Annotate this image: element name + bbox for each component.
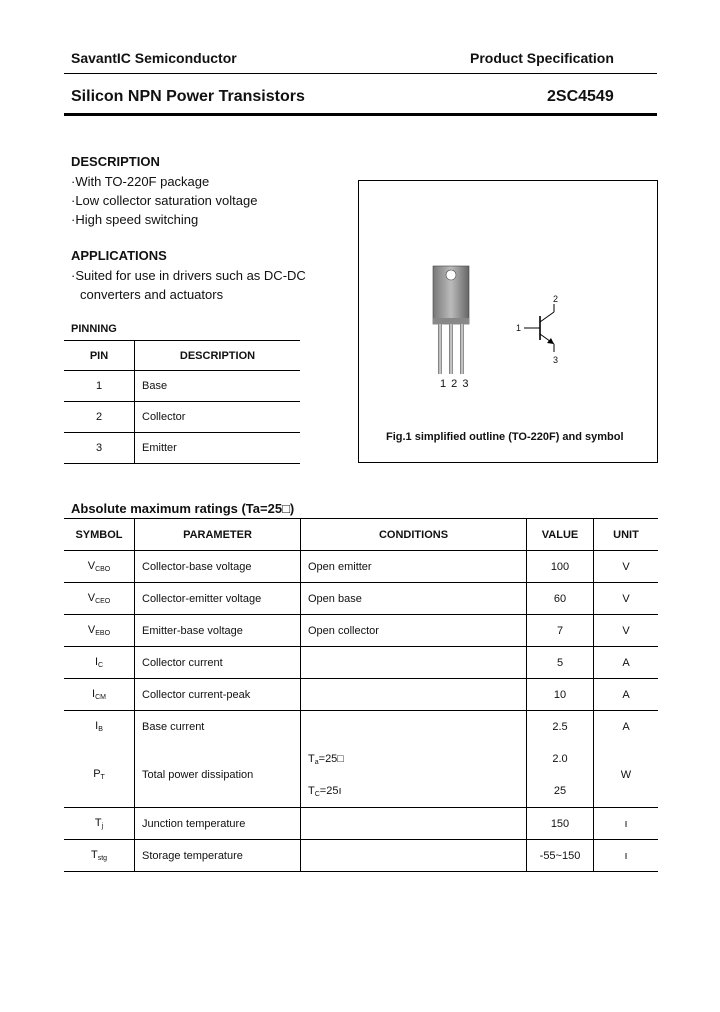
condition-symbol: T <box>308 752 315 765</box>
value-cell: 10 <box>527 679 594 711</box>
parameter-header: PARAMETER <box>135 519 301 551</box>
description-title: DESCRIPTION <box>71 154 160 169</box>
unit-cell: V <box>622 624 630 637</box>
table-row <box>64 647 658 679</box>
conditions-cell: Open emitter <box>301 551 527 583</box>
value-cell: -55~150 <box>527 840 594 872</box>
conditions-cell <box>301 808 527 840</box>
header-rule-top <box>64 73 657 74</box>
table-row <box>64 679 658 711</box>
condition-symbol: T <box>308 784 315 797</box>
parameter-cell: Collector-emitter voltage <box>135 583 301 615</box>
unit-cell: A <box>622 656 630 669</box>
applications-item: ·Suited for use in drivers such as DC-DC <box>71 268 306 283</box>
conditions-cell <box>301 840 527 872</box>
symbol-cell <box>64 840 135 872</box>
figure-caption: Fig.1 simplified outline (TO-220F) and symbol <box>386 431 624 443</box>
symbol: T <box>90 849 98 861</box>
table-row <box>64 711 658 743</box>
condition-ta <box>308 743 526 775</box>
symbol-subscript: CEO <box>95 598 111 605</box>
symbol: P <box>93 768 101 780</box>
symbol-cell <box>64 583 135 615</box>
value-header: VALUE <box>527 519 594 551</box>
symbol: T <box>94 817 102 829</box>
symbol-base-label: 1 <box>516 323 522 333</box>
value-cell: 150 <box>527 808 594 840</box>
parameter-cell: Storage temperature <box>135 840 301 872</box>
parameter-cell: Total power dissipation <box>135 742 301 808</box>
pin-number: 2 <box>64 402 135 433</box>
unit-cell: ı <box>624 817 628 830</box>
description-item: ·Low collector saturation voltage <box>71 193 258 208</box>
company-name: SavantIC Semiconductor <box>71 50 237 66</box>
parameter-cell: Collector current-peak <box>135 679 301 711</box>
value-cell <box>527 742 594 808</box>
figure-box <box>358 180 658 463</box>
pin-number: 3 <box>64 433 135 464</box>
ratings-title: Absolute maximum ratings (Ta=25□) <box>71 501 295 516</box>
symbol-cell <box>64 551 135 583</box>
part-number: 2SC4549 <box>547 88 614 105</box>
symbol-cell <box>64 742 135 808</box>
package-pin-labels: 1 2 3 <box>440 378 470 390</box>
symbol: V <box>87 624 96 636</box>
conditions-header: CONDITIONS <box>301 519 527 551</box>
symbol-collector-label: 2 <box>553 294 559 304</box>
symbol-header: SYMBOL <box>64 519 135 551</box>
conditions-cell: Open collector <box>301 615 527 647</box>
parameter-cell: Collector-base voltage <box>135 551 301 583</box>
table-row <box>64 371 300 402</box>
symbol-cell <box>64 615 135 647</box>
table-row <box>64 551 658 583</box>
symbol: I <box>95 720 99 732</box>
ratings-table <box>64 518 658 872</box>
value-cell: 100 <box>527 551 594 583</box>
symbol: I <box>94 656 98 668</box>
symbol-subscript: j <box>101 823 104 830</box>
pinning-table <box>64 340 300 464</box>
parameter-cell: Base current <box>135 711 301 743</box>
conditions-cell: Open base <box>301 583 527 615</box>
table-row <box>64 742 658 808</box>
unit-cell: A <box>622 688 630 701</box>
symbol-subscript: C <box>98 662 104 669</box>
doc-type: Product Specification <box>470 50 614 66</box>
conditions-cell <box>301 679 527 711</box>
unit-cell: ı <box>624 849 628 862</box>
table-row <box>64 433 300 464</box>
table-row <box>64 808 658 840</box>
description-header: DESCRIPTION <box>179 349 256 362</box>
description-item: ·High speed switching <box>71 212 199 227</box>
symbol-cell <box>64 711 135 743</box>
symbol-emitter-label: 3 <box>553 355 559 365</box>
parameter-cell: Collector current <box>135 647 301 679</box>
unit-cell: V <box>622 560 630 573</box>
pin-number: 1 <box>64 371 135 402</box>
unit-header: UNIT <box>613 528 639 541</box>
condition-value: =25□ <box>318 752 344 765</box>
table-row <box>64 615 658 647</box>
symbol: V <box>87 592 96 604</box>
table-row <box>64 840 658 872</box>
condition-subscript: a <box>314 758 319 766</box>
symbol-subscript: B <box>98 726 103 733</box>
table-row <box>64 583 658 615</box>
applications-item: converters and actuators <box>80 287 224 302</box>
value-cell: 2.5 <box>527 711 594 743</box>
pinning-title: PINNING <box>71 323 117 335</box>
symbol-cell <box>64 647 135 679</box>
symbol: I <box>92 688 96 700</box>
conditions-cell <box>301 742 527 808</box>
pin-description: Base <box>142 380 168 392</box>
symbol: V <box>87 560 96 572</box>
condition-subscript: C <box>314 790 320 798</box>
value-tc: 25 <box>553 784 567 797</box>
unit-cell: W <box>620 768 632 781</box>
symbol-subscript: CM <box>95 694 106 701</box>
product-line: Silicon NPN Power Transistors <box>71 88 305 105</box>
condition-value: =25ı <box>319 784 342 797</box>
parameter-cell: Junction temperature <box>135 808 301 840</box>
unit-cell: A <box>622 720 630 733</box>
unit-cell: V <box>622 592 630 605</box>
table-row <box>64 402 300 433</box>
applications-title: APPLICATIONS <box>71 248 167 263</box>
symbol-cell <box>64 808 135 840</box>
description-item: ·With TO-220F package <box>71 174 210 189</box>
pin-description: Emitter <box>142 442 177 454</box>
symbol-cell <box>64 679 135 711</box>
symbol-subscript: stg <box>97 855 108 862</box>
to220f-package-image <box>425 262 475 382</box>
symbol-subscript: EBO <box>95 630 111 637</box>
parameter-cell: Emitter-base voltage <box>135 615 301 647</box>
value-ta: 2.0 <box>552 752 568 765</box>
pin-header: PIN <box>64 341 135 371</box>
symbol-subscript: T <box>100 774 105 781</box>
conditions-cell <box>301 711 527 743</box>
value-cell: 7 <box>527 615 594 647</box>
value-cell: 5 <box>527 647 594 679</box>
header-rule-bottom <box>64 113 657 116</box>
condition-tc <box>308 775 526 807</box>
value-cell: 60 <box>527 583 594 615</box>
pin-description: Collector <box>142 411 186 423</box>
symbol-subscript: CBO <box>95 566 111 573</box>
conditions-cell <box>301 647 527 679</box>
